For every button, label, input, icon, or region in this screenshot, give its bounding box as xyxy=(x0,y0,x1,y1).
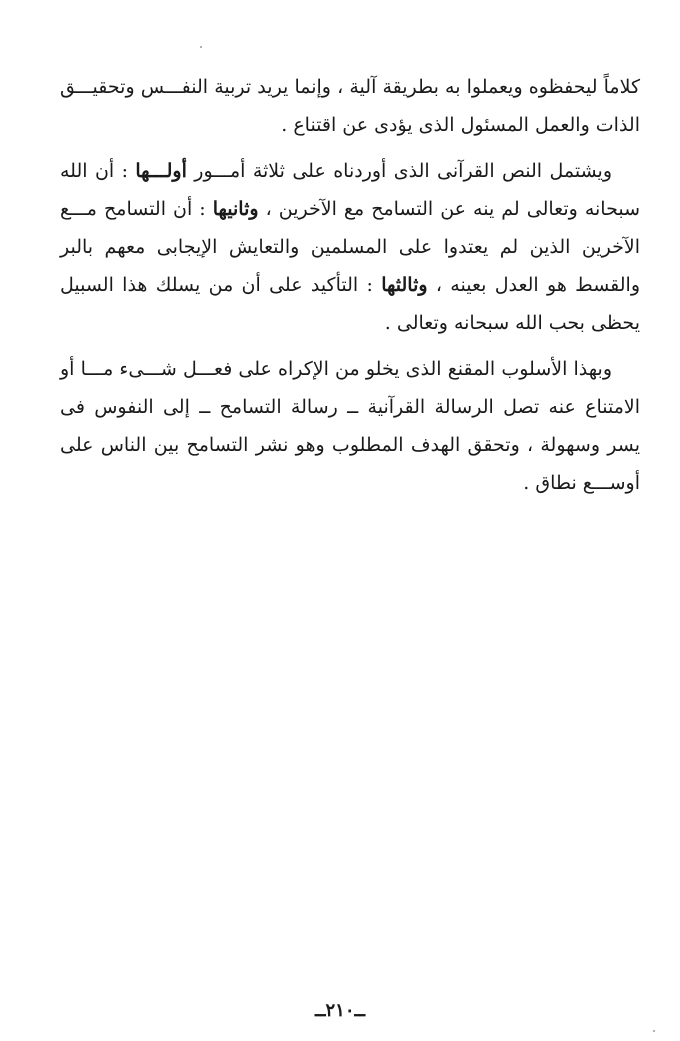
scan-speck xyxy=(200,46,202,48)
paragraph-2-text-d: : التأكيد على أن من يسلك هذا السبيل يحظى بحب الله سبحانه وتعالى . xyxy=(60,274,640,334)
paragraph-2-third-point: وثالثها xyxy=(381,274,428,296)
paragraph-2-first-point: أولـــها xyxy=(135,160,187,182)
scan-speck xyxy=(653,1030,655,1032)
paragraph-2 xyxy=(60,152,640,342)
paragraph-1-text: كلاماً ليحفظوه ويعملوا به بطريقة آلية ، وإنما يريد تربية النفـــس وتحقيـــق الذات والعمل المسئول الذى يؤدى عن اقتناع . xyxy=(60,76,640,136)
page-body xyxy=(60,68,640,510)
paragraph-2-text-a: ويشتمل النص القرآنى الذى أوردناه على ثلاثة أمـــور xyxy=(186,160,613,182)
paragraph-2-second-point: وثانيها xyxy=(212,198,259,220)
paragraph-1 xyxy=(60,68,640,144)
paragraph-3 xyxy=(60,350,640,502)
paragraph-3-text: وبهذا الأسلوب المقنع الذى يخلو من الإكراه على فعـــل شـــىء مـــا أو الامتناع عنه تصل الرسالة القرآنية ــ رسالة التسامح ــ إلى النفوس فى يسر وسهولة ، وتحقق الهدف المطلوب وهو نشر التسامح بين الناس على أوســـع نطاق . xyxy=(60,358,640,494)
paragraph-2-text-c: : أن التسامح مـــع الآخرين الذين لم يعتدوا على المسلمين والتعايش الإيجابى معهم بالبر والقسط هو العدل بعينه ، xyxy=(60,198,640,296)
page-number: ــ٢١٠ــ xyxy=(314,1000,366,1021)
paragraph-2-text-b: : أن الله سبحانه وتعالى لم ينه عن التسامح مع الآخرين ، xyxy=(60,160,640,220)
